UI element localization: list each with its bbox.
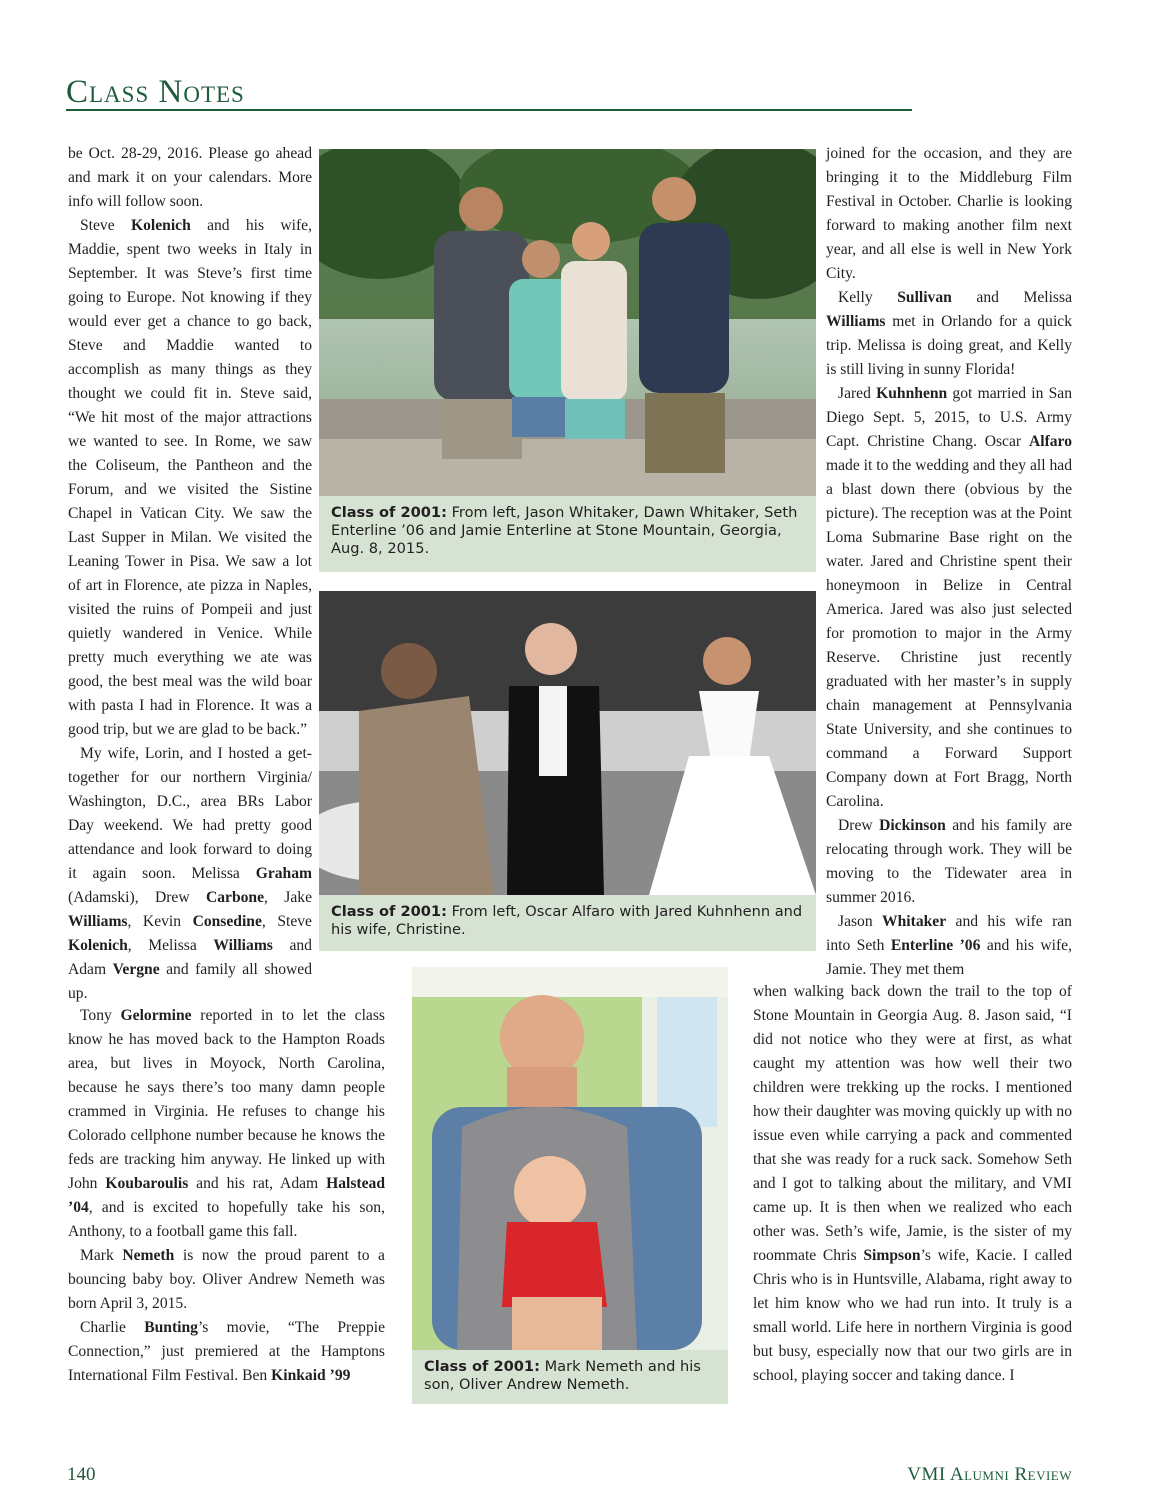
bold-name: Consedine (192, 913, 262, 930)
paragraph (826, 814, 1072, 910)
text-run: and his family are relocating through work. They will be moving to the Tidewater area in summer 2016. (826, 817, 1072, 906)
caption-label: Class of 2001: (331, 504, 447, 521)
paragraph (68, 1316, 385, 1388)
text-run: Kelly (838, 289, 898, 306)
bold-name: Dickinson (879, 817, 946, 834)
bold-name: Halstead ’04 (68, 1175, 385, 1216)
bold-name: Alfaro (1028, 433, 1072, 450)
bold-name: Whitaker (882, 913, 947, 930)
bold-name: Kolenich (68, 937, 128, 954)
bold-name: Enterline ’06 (890, 937, 981, 954)
caption-label: Class of 2001: (424, 1358, 540, 1375)
text-run: when walking back down the trail to the top of Stone Mountain in Georgia Aug. 8. Jason said, “I did not notice who they were at first, as what caught my attention was how well their two children were trekking up the rocks. I mentioned how their daughter was moving quickly up with no issue even while carrying a pack and commented that she was ready for a ruck sack. Somehow Seth and I got to talking about the military, and VMI came up. It is then when we realized who each other was. Seth’s wife, Jamie, is the sister of my roommate Chris (753, 983, 1072, 1264)
text-run: Jason (838, 913, 883, 930)
bold-name: Vergne (112, 961, 160, 978)
paragraph (68, 214, 312, 742)
section-title: Class Notes (66, 74, 245, 110)
text-run: got married in San Diego Sept. 5, 2015, to U.S. Army Capt. Christine Chang. Oscar (826, 385, 1072, 450)
wedding-photo (319, 591, 816, 895)
bold-name: Nemeth (122, 1247, 175, 1264)
text-run: My wife, Lorin, and I hosted a get-together for our northern Virginia/ Washington, D.C., area BRs Labor Day weekend. We had pretty good attendance and look forward to doing it again soon. Melissa (68, 745, 312, 882)
father-son-photo (412, 967, 728, 1350)
text-run: made it to the wedding and they all had a blast down there (obvious by the picture). The reception was at the Point Loma Submarine Base right on the water. Jared and Christine spent their honeymoon in Belize in Central America. Jared was also just selected for promotion to major in the Army Reserve. Christine just recently graduated with her master’s in supply chain management at Pennsylvania State University, and she continues to command a Forward Support Company down at Fort Bragg, North Carolina. (826, 457, 1072, 810)
paragraph (68, 142, 312, 214)
paragraph (826, 910, 1072, 982)
text-run: , Steve (261, 913, 312, 930)
caption-text: Mark Nemeth and his son, Oliver Andrew Nemeth. (424, 1358, 701, 1393)
text-run: and his wife, Jamie. They met them (826, 937, 1072, 978)
bold-name: Sullivan (897, 289, 952, 306)
text-run: reported in to let the class know he has moved back to the Hampton Roads area, but lives in Moyock, North Carolina, because he says there’s too many damn people crammed in Virginia. He refuses to change his Colorado cellphone number because he knows the feds are tracking him anyway. He linked up with John (68, 1007, 385, 1192)
bold-name: Simpson (863, 1247, 921, 1264)
text-run: Jared (838, 385, 877, 402)
caption-stone-mountain (319, 496, 816, 572)
paragraph (68, 742, 312, 1006)
caption-text: From left, Jason Whitaker, Dawn Whitaker, Seth Enterline ’06 and Jamie Enterline at Stone Mountain, Georgia, Aug. 8, 2015. (331, 504, 798, 557)
text-run: and Adam (68, 937, 312, 978)
caption-label: Class of 2001: (331, 903, 447, 920)
bold-name: Bunting (144, 1319, 198, 1336)
bold-name: Williams (826, 313, 886, 330)
bold-name: Williams (68, 913, 128, 930)
text-run: and family all showed up. (68, 961, 312, 1002)
title-rule (66, 109, 912, 111)
caption-text: From left, Oscar Alfaro with Jared Kuhnhenn and his wife, Christine. (331, 903, 803, 938)
lower-right-column (753, 980, 1072, 1388)
bold-name: Kolenich (130, 217, 191, 234)
page-number: 140 (67, 1464, 96, 1485)
bold-name: Graham (255, 865, 312, 882)
text-run: and his wife, Maddie, spent two weeks in Italy in September. It was Steve’s first time going to Europe. Not knowing if they would ever get a chance to go back, Steve and Maddie wanted to accomplish as many things as they thought we could fit in. Steve said, “We hit most of the major attractions we wanted to see. In Rome, we saw the Coliseum, the Pantheon and the Forum, and we visited the Sistine Chapel in Vatican City. We saw the Last Supper in Milan. We visited the Leaning Tower in Pisa. We saw a lot of art in Florence, ate pizza in Naples, visited the ruins of Pompeii and just quietly wandered in Venice. While pretty much everything we ate was good, the best meal was the wild boar with pasta I had in Florence. It was a good trip, but we are glad to be back.” (68, 217, 313, 738)
text-run: and his rat, Adam (188, 1175, 327, 1192)
text-run: ’s movie, “The Preppie Connection,” just premiered at the Hamptons International Film Festival. Ben (68, 1319, 385, 1384)
paragraph (753, 980, 1072, 1388)
text-run: Steve (80, 217, 131, 234)
bold-name: Gelormine (120, 1007, 192, 1024)
paragraph (826, 382, 1072, 814)
text-run: (Adamski), Drew (68, 889, 206, 906)
paragraph (68, 1004, 385, 1244)
bold-name: Kuhnhenn (876, 385, 948, 402)
text-run: and his wife ran into Seth (826, 913, 1072, 954)
bold-name: Koubaroulis (105, 1175, 189, 1192)
text-run: Tony (80, 1007, 121, 1024)
text-run: met in Orlando for a quick trip. Melissa is doing great, and Kelly is still living in sunny Florida! (826, 313, 1072, 378)
text-run: and Melissa (951, 289, 1072, 306)
text-run: , Kevin (127, 913, 193, 930)
text-run: , Jake (264, 889, 312, 906)
lower-left-column (68, 1004, 385, 1388)
text-run: , and is excited to hopefully take his son, Anthony, to a football game this fall. (68, 1199, 385, 1240)
left-column (68, 142, 312, 1006)
paragraph (826, 142, 1072, 286)
paragraph (68, 1244, 385, 1316)
text-run: Charlie (80, 1319, 145, 1336)
text-run: joined for the occasion, and they are bringing it to the Middleburg Film Festival in October. Charlie is looking forward to making another film next year, and all else is well in New York City. (826, 145, 1072, 282)
text-run: be Oct. 28-29, 2016. Please go ahead and mark it on your calendars. More info will follow soon. (68, 145, 312, 210)
bold-name: Kinkaid ’99 (271, 1367, 351, 1384)
text-run: , Melissa (127, 937, 214, 954)
text-run: Mark (80, 1247, 123, 1264)
stone-mountain-photo (319, 149, 816, 496)
right-column (826, 142, 1072, 982)
bold-name: Williams (213, 937, 273, 954)
text-run: is now the proud parent to a bouncing baby boy. Oliver Andrew Nemeth was born April 3, 2015. (68, 1247, 385, 1312)
bold-name: Carbone (205, 889, 265, 906)
paragraph (826, 286, 1072, 382)
text-run: Drew (838, 817, 880, 834)
caption-wedding (319, 895, 816, 951)
caption-father-son (412, 1350, 728, 1404)
publication-name: VMI Alumni Review (907, 1464, 1072, 1485)
text-run: ’s wife, Kacie. I called Chris who is in Huntsville, Alabama, right away to let him know who we had run into. It truly is a small world. Life here in northern Virginia is good but busy, especially now that our two girls are in school, playing soccer and taking dance. I (753, 1247, 1072, 1384)
